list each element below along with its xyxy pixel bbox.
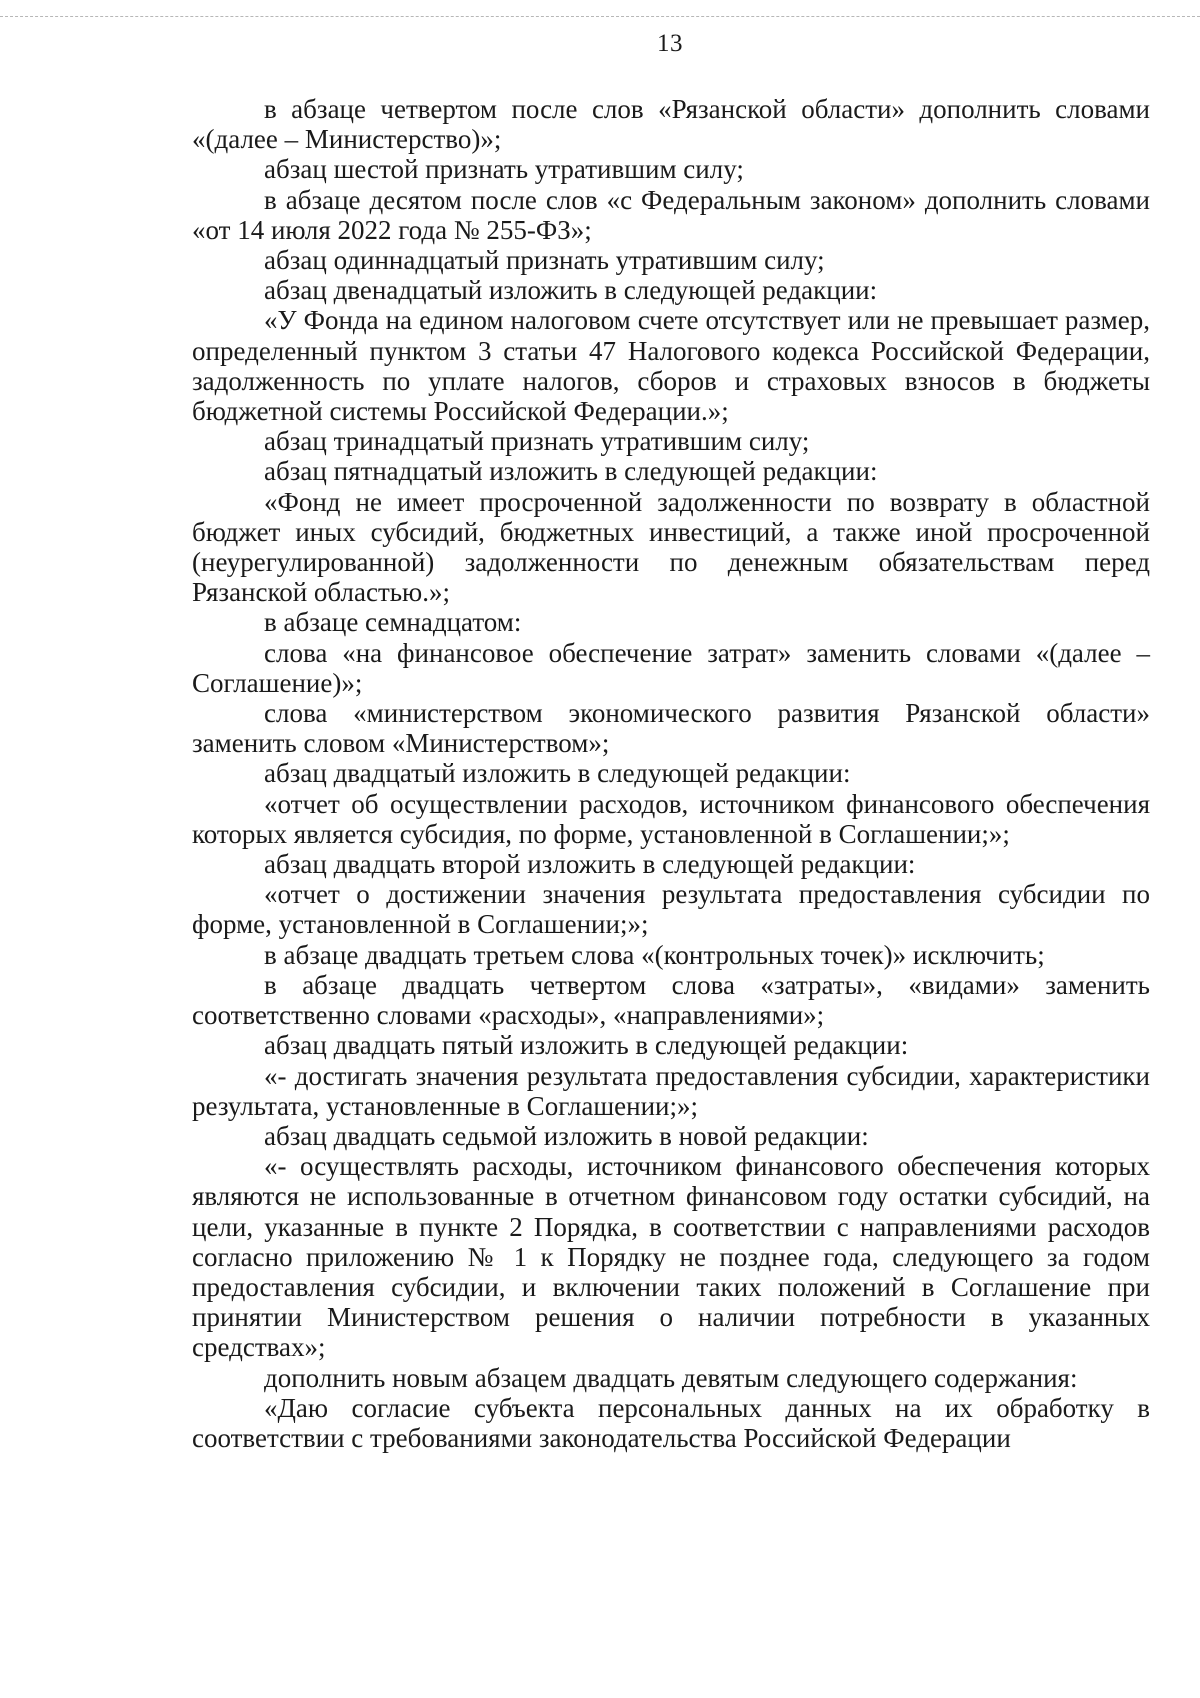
quoted-paragraph: «отчет об осуществлении расходов, источником финансового обеспечения которых является субсидия, по форме, установленной в Соглашении;»; [192,788,1150,849]
paragraph: абзац двадцать пятый изложить в следующей редакции: [264,1030,909,1061]
quoted-paragraph: «- осуществлять расходы, источником финансового обеспечения которых являются не использованные в отчетном финансовом году остатки субсидий, на цели, указанные в пункте 2 Порядка, в соответствии с направлениями расходов согласно приложению № 1 к Порядку не позднее года, следующего за годом предоставления субсидии, и включении таких положений в Соглашение при принятии Министерством решения о наличии потребности в указанных средствах»; [192,1151,1150,1363]
paragraph: абзац двадцать седьмой изложить в новой редакции: [264,1120,869,1151]
paragraph: слова «министерством экономического развития Рязанской области» заменить словом «Министерством»; [192,698,1150,759]
quoted-paragraph: «Даю согласие субъекта персональных данных на их обработку в соответствии с требованиями законодательства Российской Федерации [192,1392,1150,1453]
quoted-paragraph: «У Фонда на едином налоговом счете отсутствует или не превышает размер, определенный пунктом 3 статьи 47 Налогового кодекса Российской Федерации, задолженность по уплате налогов, сборов и страховых взносов в бюджеты бюджетной системы Российской Федерации.»; [192,305,1150,427]
scan-edge-line [0,16,1200,17]
paragraph: в абзаце семнадцатом: [264,607,522,638]
paragraph: абзац одиннадцатый признать утратившим силу; [264,245,825,276]
document-body [192,94,1150,1453]
paragraph: абзац двадцать второй изложить в следующей редакции: [264,849,916,880]
paragraph: слова «на финансовое обеспечение затрат» заменить словами «(далее – Соглашение)»; [192,637,1150,698]
paragraph: абзац пятнадцатый изложить в следующей редакции: [264,456,878,487]
paragraph: абзац тринадцатый признать утратившим силу; [264,426,810,457]
quoted-paragraph: «- достигать значения результата предоставления субсидии, характеристики результата, установленные в Соглашении;»; [192,1060,1150,1121]
paragraph: в абзаце двадцать четвертом слова «затраты», «видами» заменить соответственно словами «расходы», «направлениями»; [192,969,1150,1031]
paragraph: абзац шестой признать утратившим силу; [264,154,744,185]
paragraph: в абзаце четвертом после слов «Рязанской области» дополнить словами «(далее – Министерство)»; [192,94,1150,155]
page-number: 13 [657,30,683,57]
paragraph: дополнить новым абзацем двадцать девятым следующего содержания: [264,1362,1078,1393]
paragraph: абзац двенадцатый изложить в следующей редакции: [264,275,878,306]
paragraph: в абзаце двадцать третьем слова «(контрольных точек)» исключить; [264,939,1045,970]
paragraph: абзац двадцатый изложить в следующей редакции: [264,758,851,789]
quoted-paragraph: «отчет о достижении значения результата предоставления субсидии по форме, установленной в Соглашении;»; [192,879,1150,940]
quoted-paragraph: «Фонд не имеет просроченной задолженности по возврату в областной бюджет иных субсидий, бюджетных инвестиций, а также иной просроченной (неурегулированной) задолженности по денежным обязательствам перед Рязанской областью.»; [192,486,1150,608]
paragraph: в абзаце десятом после слов «с Федеральным законом» дополнить словами «от 14 июля 2022 года № 255-ФЗ»; [192,184,1150,245]
